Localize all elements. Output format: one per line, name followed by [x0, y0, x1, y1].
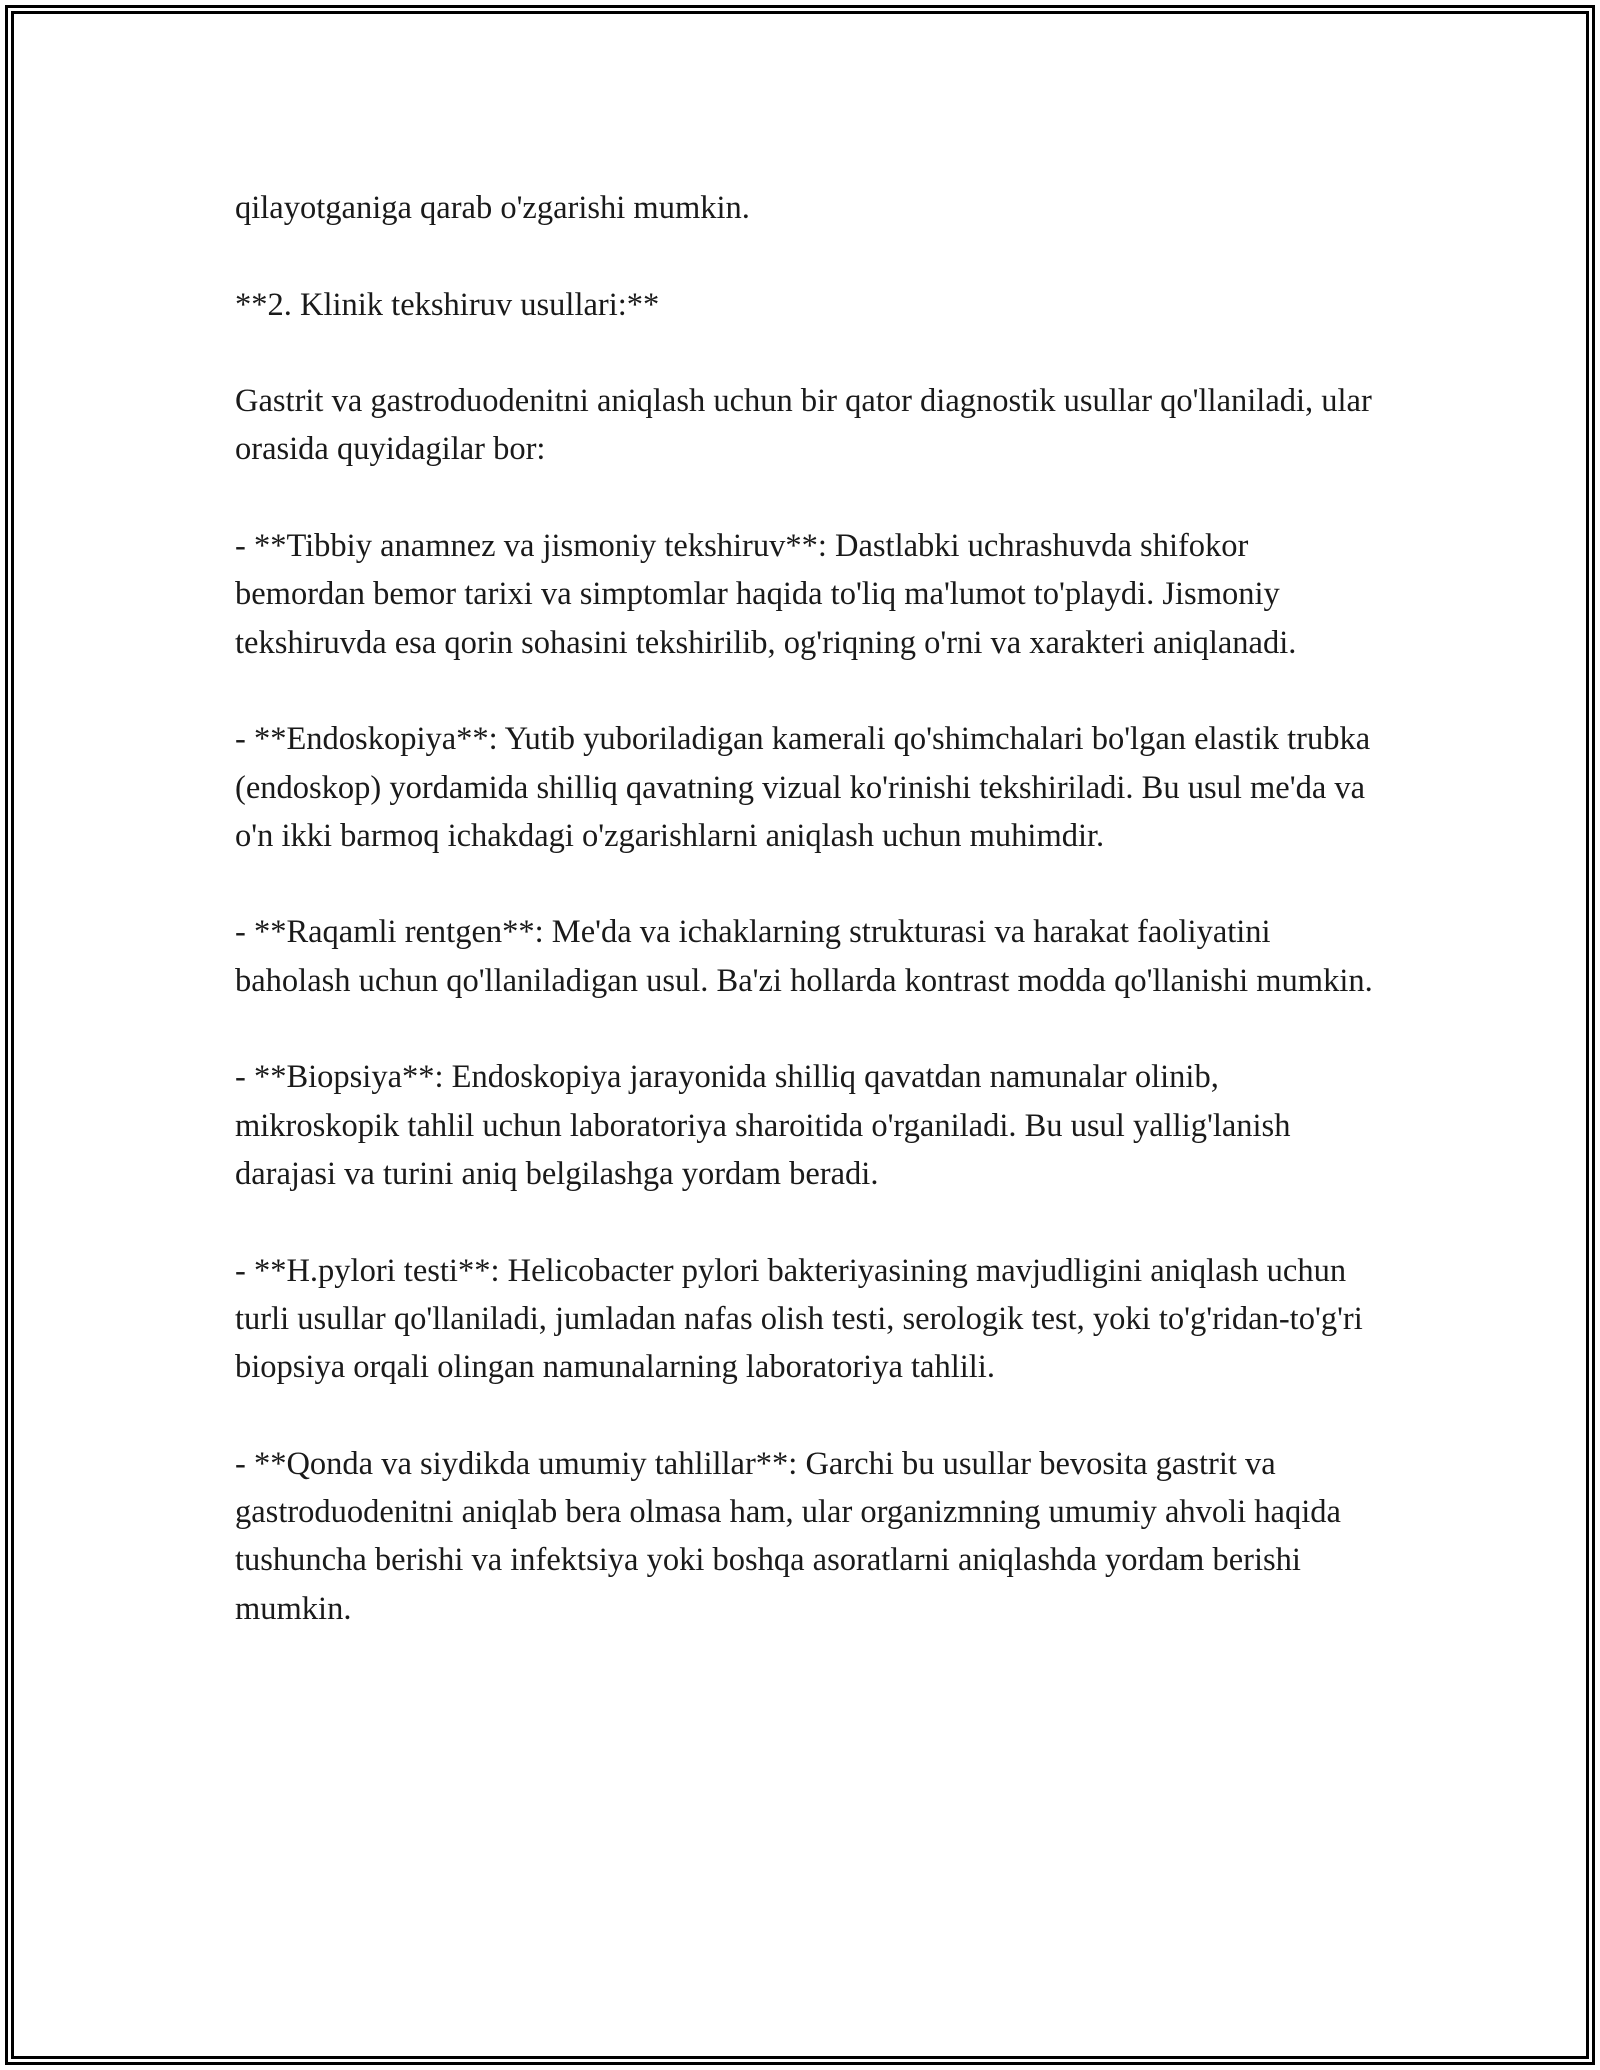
intro-paragraph: Gastrit va gastroduodenitni aniqlash uchun bir qator diagnostik usullar qo'llaniladi, ular orasida quyidagilar bor:	[235, 383, 1372, 468]
list-item-endoskopiya: - **Endoskopiya**: Yutib yuboriladigan kamerali qo'shimchalari bo'lgan elastik trubka (endoskop) yordamida shilliq qavatning vizual ko'rinishi tekshiriladi. Bu usul me'da va o'n ikki barmoq ichakdagi o'zgarishlarni aniqlash uchun muhimdir.	[235, 721, 1371, 854]
document-body	[235, 184, 1375, 1633]
list-item-hpylori: - **H.pylori testi**: Helicobacter pylori bakteriyasining mavjudligini aniqlash uchun turli usullar qo'llaniladi, jumladan nafas olish testi, serologik test, yoki to'g'ridan-to'g'ri biopsiya orqali olingan namunalarning laboratoriya tahlili.	[235, 1252, 1363, 1386]
continuation-line: qilayotganiga qarab o'zgarishi mumkin.	[235, 190, 750, 226]
list-item-anamnez: - **Tibbiy anamnez va jismoniy tekshiruv**: Dastlabki uchrashuvda shifokor bemordan bemor tarixi va simptomlar haqida to'liq ma'lumot to'playdi. Jismoniy tekshiruvda esa qorin sohasini tekshirilib, og'riqning o'rni va xarakteri aniqlanadi.	[235, 528, 1297, 661]
list-item-biopsiya: - **Biopsiya**: Endoskopiya jarayonida shilliq qavatdan namunalar olinib, mikroskopik tahlil uchun laboratoriya sharoitida o'rganiladi. Bu usul yallig'lanish darajasi va turini aniq belgilashga yordam beradi.	[235, 1059, 1291, 1192]
section-heading: **2. Klinik tekshiruv usullari:**	[235, 286, 660, 323]
list-item-tahlillar: - **Qonda va siydikda umumiy tahlillar**: Garchi bu usullar bevosita gastrit va gastroduodenitni aniqlab bera olmasa ham, ular organizmning umumiy ahvoli haqida tushuncha berishi va infektsiya yoki boshqa asoratlarni aniqlashda yordam berishi mumkin.	[235, 1445, 1341, 1627]
list-item-rentgen: - **Raqamli rentgen**: Me'da va ichaklarning strukturasi va harakat faoliyatini baholash uchun qo'llaniladigan usul. Ba'zi hollarda kontrast modda qo'llanishi mumkin.	[235, 914, 1373, 999]
